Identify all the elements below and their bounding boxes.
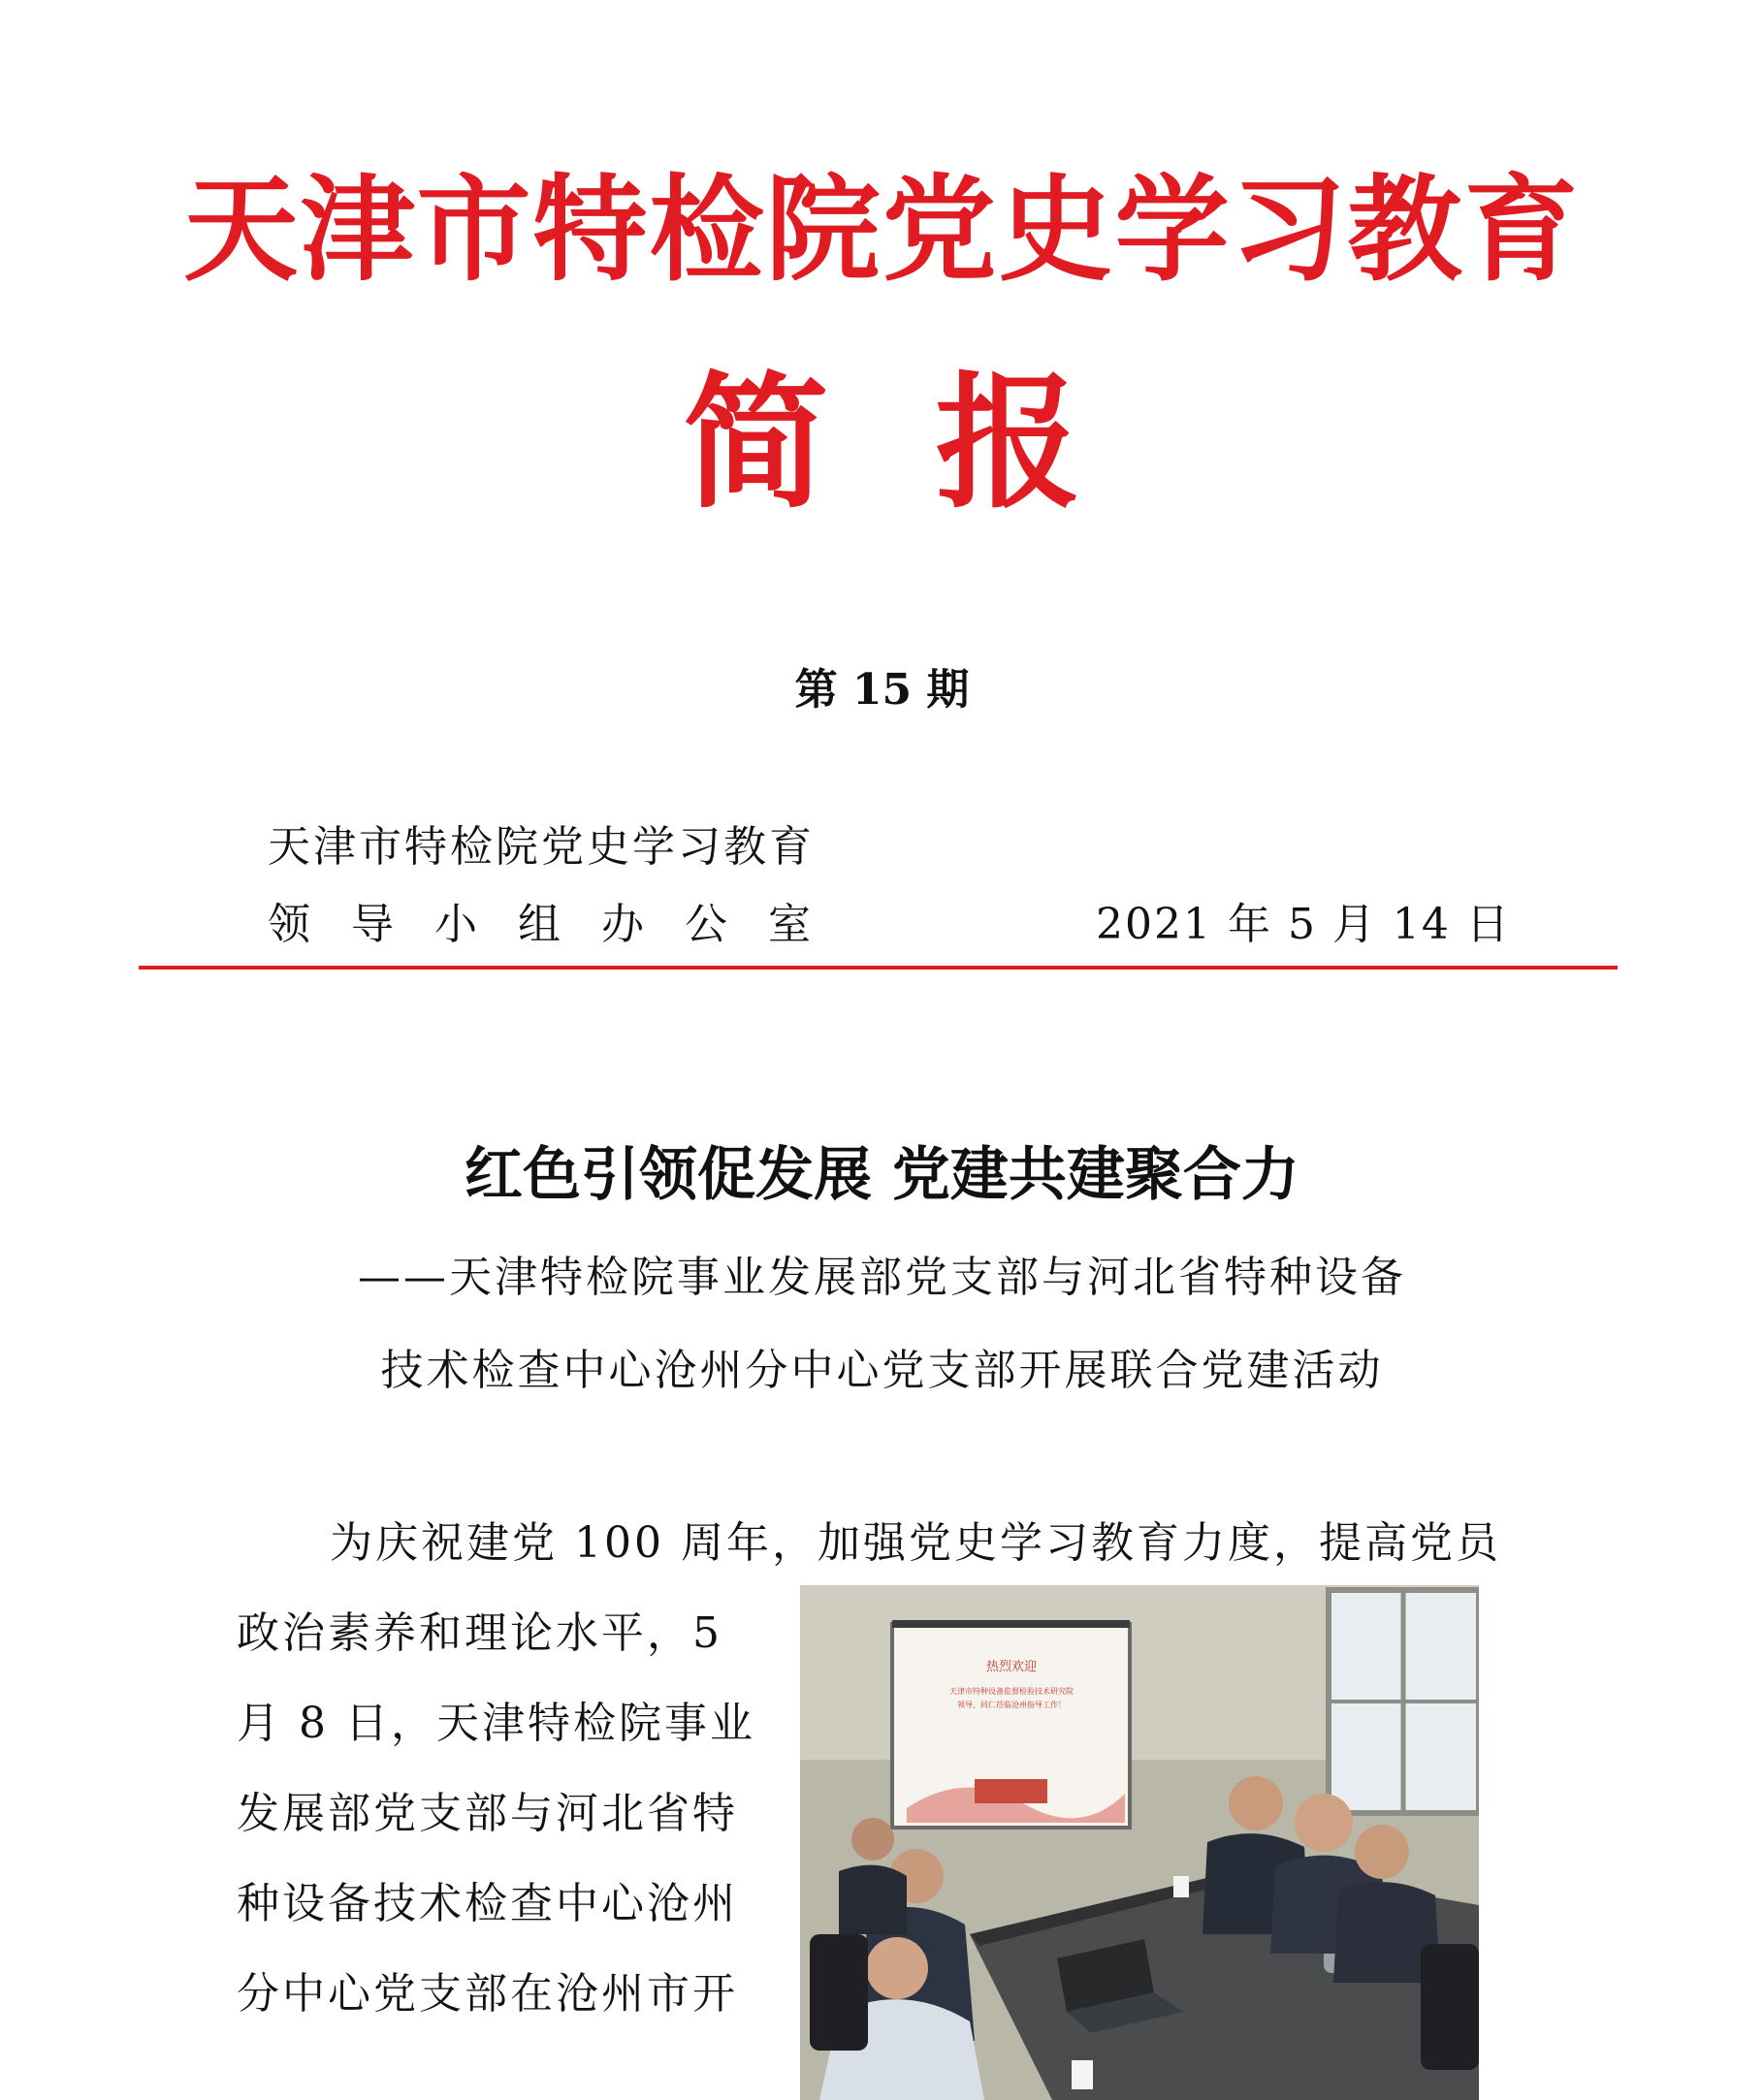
screen-line2: 领导、同仁莅临沧州指导工作！ — [957, 1701, 1066, 1709]
article-title: 红色引领促发展 党建共建聚合力 — [465, 1141, 1299, 1209]
meeting-photo — [800, 1585, 1479, 2100]
screen-line1: 天津市特种设备监督检验技术研究院 — [949, 1687, 1074, 1696]
issuing-office-line2: 领导小组办公室 — [268, 900, 851, 949]
article-subtitle-line1: ——天津特检院事业发展部党支部与河北省特种设备 — [358, 1253, 1406, 1302]
issue-date: 2021 年 5 月 14 日 — [1096, 900, 1511, 949]
paragraph-line: 政治素养和理论水平，5 — [237, 1608, 722, 1658]
issue-number: 第 15 期 — [794, 665, 970, 715]
article-subtitle-line2: 技术检查中心沧州分中心党支部开展联合党建活动 — [380, 1346, 1384, 1395]
screen-heading: 热烈欢迎 — [985, 1660, 1038, 1674]
meeting-room-illustration — [800, 1585, 1479, 2100]
masthead-title: 天津市特检院党史学习教育 — [183, 162, 1581, 297]
paragraph-line: 种设备技术检查中心沧州 — [237, 1879, 738, 1928]
red-divider-rule — [139, 966, 1618, 970]
paragraph-line: 月 8 日，天津特检院事业 — [237, 1699, 755, 1748]
masthead-subtitle: 简报 — [683, 358, 1188, 528]
issuing-office-line1: 天津市特检院党史学习教育 — [268, 822, 815, 872]
paragraph-line: 分中心党支部在沧州市开 — [237, 1969, 738, 2019]
paragraph-lead-line: 为庆祝建党 100 周年，加强党史学习教育力度，提高党员 — [330, 1518, 1501, 1568]
paragraph-line: 发展部党支部与河北省特 — [237, 1789, 738, 1838]
